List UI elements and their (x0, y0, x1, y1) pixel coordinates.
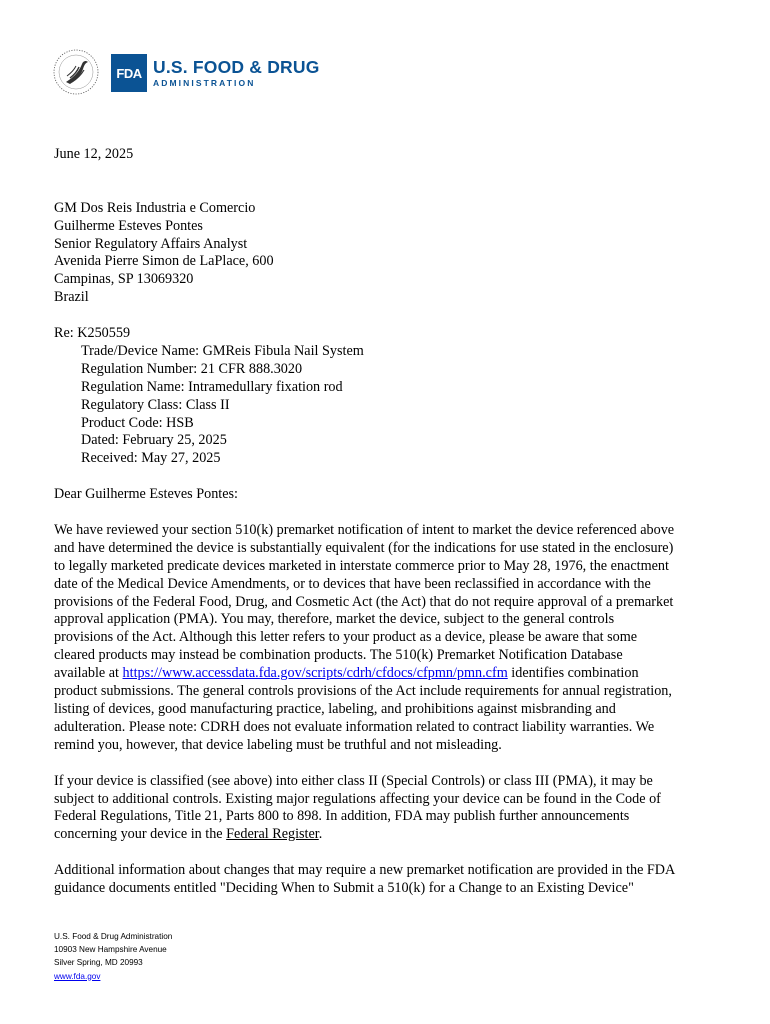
paragraph-line: provisions of the Federal Food, Drug, and Cosmetic Act (the Act) that do not require approval of a premarket (54, 593, 674, 610)
footer-city: Silver Spring, MD 20993 (54, 958, 143, 968)
hhs-seal-icon (52, 48, 100, 96)
paragraph-line: remind you, however, that device labeling must be truthful and not misleading. (54, 736, 502, 753)
address-line: Campinas, SP 13069320 (54, 271, 194, 288)
re-line: Regulation Name: Intramedullary fixation rod (81, 378, 343, 395)
paragraph-line: If your device is classified (see above) into either class II (Special Controls) or class III (PMA), it may be (54, 772, 653, 789)
letter-body (54, 146, 722, 898)
address-line: Senior Regulatory Affairs Analyst (54, 235, 248, 252)
paragraph-line: cleared products may instead be combination products. The 510(k) Premarket Notification Database (54, 647, 623, 664)
paragraph-line: adulteration. Please note: CDRH does not evaluate information related to contract liability warranties. We (54, 718, 655, 735)
link-suffix: identifies combination (507, 665, 639, 682)
address-line: Guilherme Esteves Pontes (54, 217, 203, 234)
recipient-address (54, 200, 722, 307)
paragraph-line: We have reviewed your section 510(k) premarket notification of intent to market the device referenced above (54, 521, 675, 538)
federal-register-suffix: . (318, 826, 323, 843)
link-prefix: available at (54, 665, 123, 682)
paragraph-line: guidance documents entitled "Deciding When to Submit a 510(k) for a Change to an Existing Device" (54, 880, 634, 897)
paragraph-line: Federal Regulations, Title 21, Parts 800 to 898. In addition, FDA may publish further announcements (54, 808, 630, 825)
letter-date: June 12, 2025 (54, 146, 134, 162)
re-line: Received: May 27, 2025 (81, 450, 221, 467)
paragraph-2 (54, 773, 722, 845)
federal-register-link[interactable]: Federal Register (226, 826, 319, 843)
fda-website-link[interactable]: www.fda.gov (54, 971, 101, 981)
paragraph-line: to legally marketed predicate devices marketed in interstate commerce prior to May 28, 1976, the enactment (54, 557, 669, 574)
re-block (54, 325, 722, 468)
address-line: Avenida Pierre Simon de LaPlace, 600 (54, 253, 274, 270)
footer-org: U.S. Food & Drug Administration (54, 932, 173, 941)
paragraph-line: approval application (PMA). You may, therefore, market the device, subject to the general controls (54, 611, 615, 628)
fda-logo-line1: U.S. FOOD & DRUG (153, 56, 320, 77)
fda-logo-line2: ADMINISTRATION (153, 77, 256, 88)
paragraph-line: listing of devices, good manufacturing practice, labeling, and prohibitions against misbranding and (54, 701, 616, 718)
address-line: GM Dos Reis Industria e Comercio (54, 199, 256, 216)
letter-footer (54, 930, 172, 983)
paragraph-line (54, 826, 722, 844)
paragraph-line (54, 665, 722, 683)
paragraph-line: product submissions. The general controls provisions of the Act include requirements for annual registration, (54, 683, 672, 700)
paragraph-line: provisions of the Act. Although this letter refers to your product as a device, please be aware that some (54, 629, 638, 646)
address-line: Brazil (54, 289, 89, 306)
federal-register-prefix: concerning your device in the (54, 826, 227, 843)
re-line: Trade/Device Name: GMReis Fibula Nail System (81, 342, 364, 359)
paragraph-3 (54, 862, 722, 898)
paragraph-1 (54, 522, 722, 755)
pmn-database-link[interactable]: https://www.accessdata.fda.gov/scripts/cdrh/cfdocs/cfpmn/pmn.cfm (122, 665, 508, 682)
paragraph-line: subject to additional controls. Existing major regulations affecting your device can be found in the Code of (54, 790, 661, 807)
fda-logo-text (153, 54, 320, 92)
fda-logo-box: FDA (111, 54, 147, 92)
footer-street: 10903 New Hampshire Avenue (54, 945, 167, 955)
re-line: Product Code: HSB (81, 414, 194, 431)
paragraph-line: and have determined the device is substantially equivalent (for the indications for use stated in the enclosure) (54, 539, 674, 556)
re-line: Regulatory Class: Class II (81, 396, 230, 413)
re-line: Dated: February 25, 2025 (81, 432, 227, 449)
fda-logo (111, 54, 320, 92)
re-line: Regulation Number: 21 CFR 888.3020 (81, 360, 303, 377)
paragraph-line: Additional information about changes that may require a new premarket notification are provided in the FDA (54, 862, 676, 879)
paragraph-line: date of the Medical Device Amendments, or to devices that have been reclassified in accordance with the (54, 575, 651, 592)
salutation: Dear Guilherme Esteves Pontes: (54, 486, 238, 503)
re-label: Re: K250559 (54, 325, 131, 342)
